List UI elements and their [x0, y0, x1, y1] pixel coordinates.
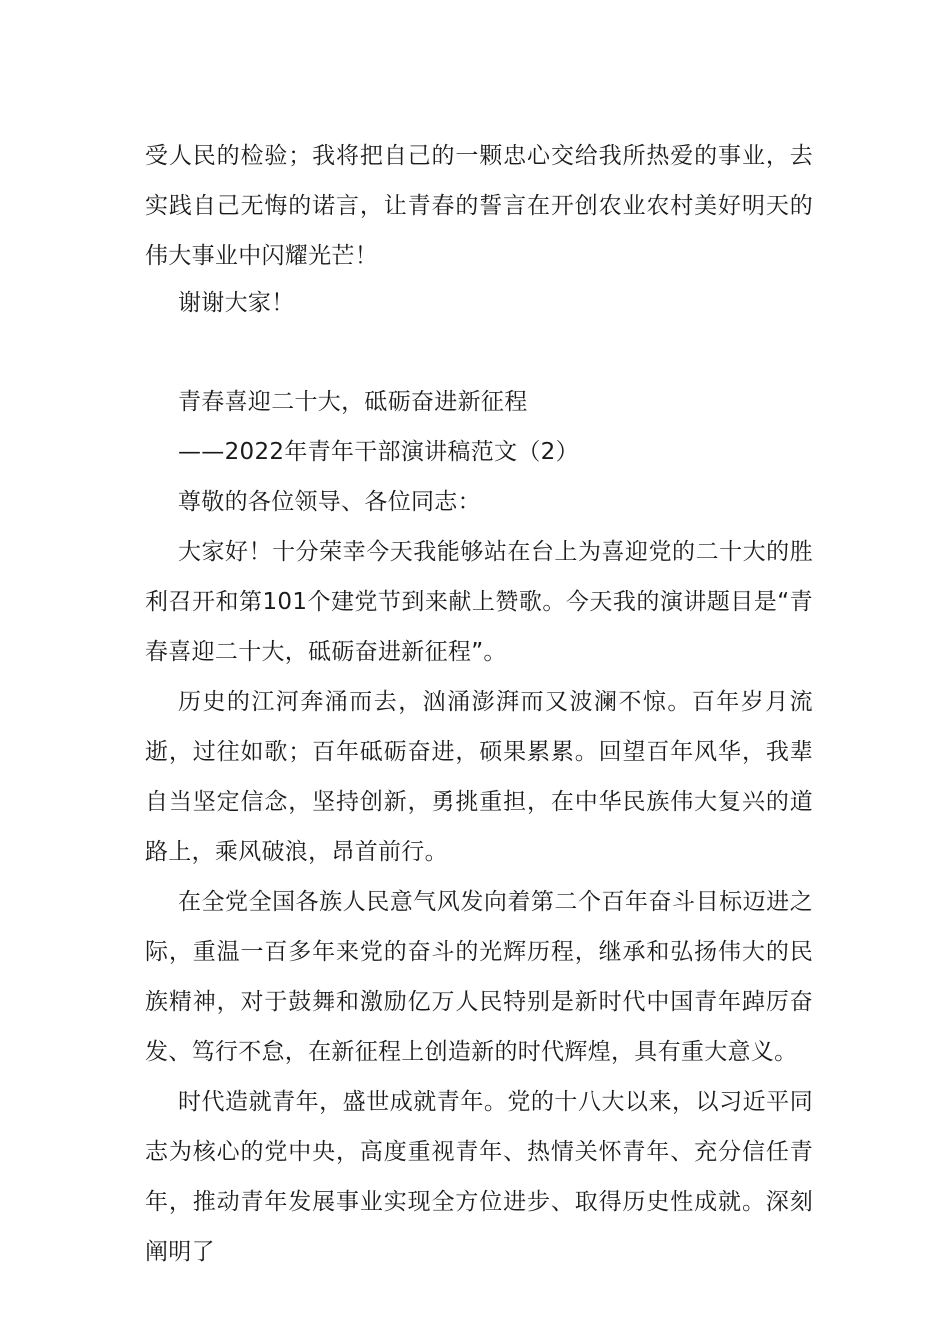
body-paragraph: 大家好！十分荣幸今天我能够站在台上为喜迎党的二十大的胜利召开和第101个建党节到来献上赞歌。今天我的演讲题目是“青春喜迎二十大，砥砺奋进新征程”。 [145, 539, 813, 665]
continued-paragraph-block [145, 131, 813, 281]
thanks-block [145, 278, 813, 328]
speech-heading-block [145, 377, 813, 477]
body-paragraph: 历史的江河奔涌而去，汹涌澎湃而又波澜不惊。百年岁月流逝，过往如歌；百年砥砺奋进，硕果累累。回望百年风华，我辈自当坚定信念，坚持创新，勇挑重担，在中华民族伟大复兴的道路上，乘风破浪，昂首前行。 [145, 689, 813, 865]
speech-subtitle: ——2022年青年干部演讲稿范文（2） [178, 439, 579, 465]
salutation: 尊敬的各位领导、各位同志： [178, 489, 481, 515]
speech-body [145, 477, 813, 1277]
body-paragraph: 时代造就青年，盛世成就青年。党的十八大以来，以习近平同志为核心的党中央，高度重视青年、热情关怀青年、充分信任青年，推动青年发展事业实现全方位进步、取得历史性成就。深刻阐明了 [145, 1089, 813, 1265]
thanks-line: 谢谢大家！ [178, 290, 295, 316]
continued-paragraph: 受人民的检验；我将把自己的一颗忠心交给我所热爱的事业，去实践自己无悔的诺言，让青春的誓言在开创农业农村美好明天的伟大事业中闪耀光芒！ [145, 143, 813, 269]
speech-title: 青春喜迎二十大，砥砺奋进新征程 [178, 389, 528, 415]
body-paragraph: 在全党全国各族人民意气风发向着第二个百年奋斗目标迈进之际，重温一百多年来党的奋斗的光辉历程，继承和弘扬伟大的民族精神，对于鼓舞和激励亿万人民特别是新时代中国青年踔厉奋发、笃行不怠，在新征程上创造新的时代辉煌，具有重大意义。 [145, 889, 813, 1065]
